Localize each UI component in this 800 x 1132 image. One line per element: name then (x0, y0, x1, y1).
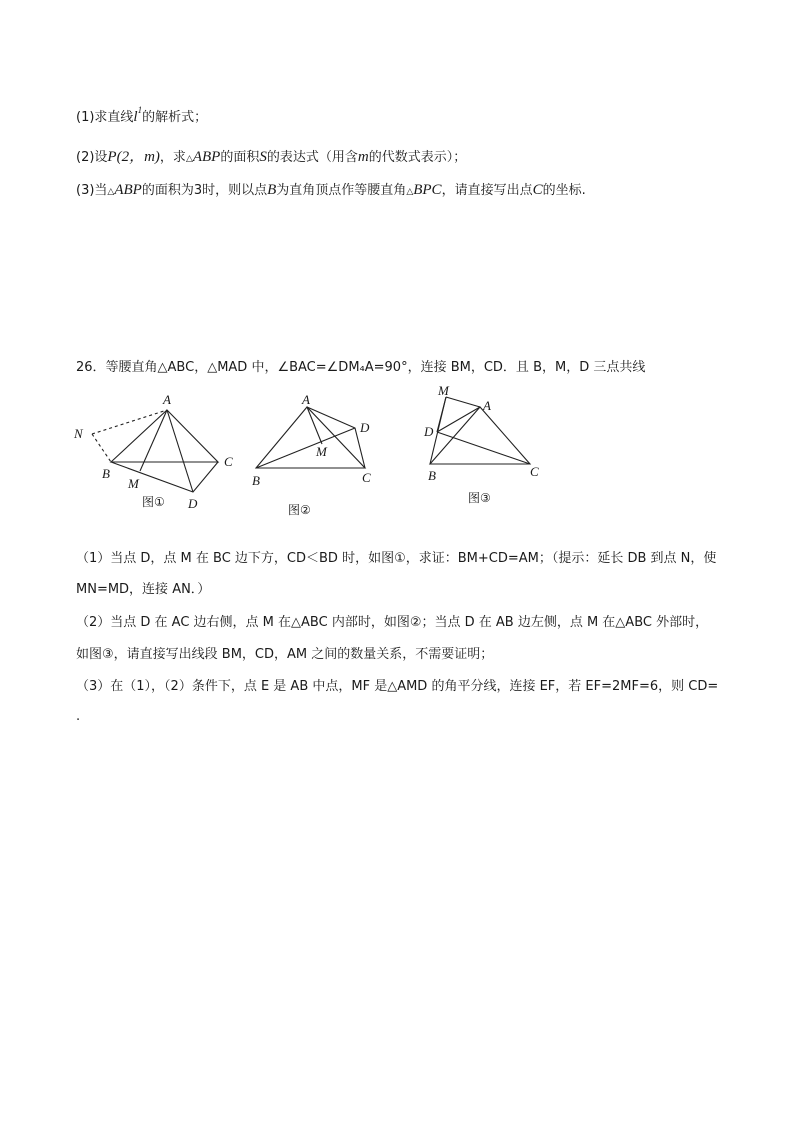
q25-part3-text3: ，请直接写出点 (441, 183, 533, 198)
fig2-label-c: C (362, 470, 371, 485)
triangle-symbol: △ (185, 154, 193, 164)
fig3-label-m: M (438, 383, 449, 398)
fig1-caption: 图① (142, 495, 165, 509)
figure-3-diagram (430, 397, 530, 464)
line-l-subscript: 1 (137, 105, 143, 115)
q26-part3-line1: （3）在（1），（2）条件下，点 E 是 AB 中点，MF 是△AMD 的角平分线，连接 EF，若 EF=2MF=6，则 CD= (76, 679, 719, 694)
q26-part1-line2: MN=MD，连接 AN．） (76, 582, 211, 597)
q26-part2-line2: 如图③，请直接写出线段 BM，CD，AM 之间的数量关系，不需要证明； (76, 647, 494, 662)
figure-2-diagram (256, 407, 365, 468)
q25-part3-text2: 为直角顶点作等腰直角 (276, 183, 407, 198)
fig3-label-c: C (530, 464, 539, 479)
point-c: C (532, 182, 543, 198)
q25-part2-mid: ，求 (159, 150, 186, 165)
q25-part1 (76, 105, 208, 127)
fig1-label-m: M (128, 476, 139, 491)
q25-part3 (76, 181, 586, 201)
fig1-label-a: A (163, 392, 171, 407)
fig1-label-d: D (188, 496, 198, 511)
point-b: B (267, 182, 277, 198)
fig1-label-c: C (224, 454, 233, 469)
triangle-bpc: BPC (413, 182, 442, 198)
q26-stem: 26．等腰直角△ABC，△MAD 中，∠BAC=∠DM₄A=90°，连接 BM，CD．且 B，M，D 三点共线 (76, 360, 646, 375)
point-p: P(2，m) (107, 149, 160, 165)
fig2-label-m: M (316, 444, 327, 459)
figure-1-diagram (92, 410, 218, 492)
q25-part1-suffix: 的解析式； (142, 110, 208, 125)
area-s: S (259, 149, 267, 165)
q25-part2-text2: 的表达式（用含 (266, 150, 358, 165)
triangle-symbol: △ (406, 187, 414, 197)
fig1-label-n: N (74, 426, 83, 441)
fig2-label-b: B (252, 473, 260, 488)
fig3-label-b: B (428, 468, 436, 483)
fig2-label-a: A (302, 392, 310, 407)
q26-part3-line2: . (76, 709, 81, 724)
var-m: m (357, 149, 369, 165)
triangle-symbol: △ (107, 187, 115, 197)
q25-part3-prefix: (3)当 (76, 183, 108, 198)
triangle-abp: ABP (192, 149, 221, 165)
q25-part3-text: 的面积为3时，则以点 (141, 183, 268, 198)
q25-part2-prefix: (2)设 (76, 150, 108, 165)
fig2-caption: 图② (288, 503, 311, 517)
triangle-abp: ABP (114, 182, 142, 198)
fig1-label-b: B (102, 466, 110, 481)
q25-part2 (76, 148, 466, 168)
q25-part2-suffix: 的代数式表示）； (368, 150, 467, 165)
line-l-symbol: l (133, 109, 138, 125)
fig3-label-d: D (424, 424, 434, 439)
q25-part2-text: 的面积 (220, 150, 260, 165)
fig2-label-d: D (360, 420, 370, 435)
q26-figures (0, 382, 800, 522)
fig3-caption: 图③ (468, 491, 491, 505)
fig3-label-a: A (483, 398, 491, 413)
q26-part2-line1: （2）当点 D 在 AC 边右侧，点 M 在△ABC 内部时，如图②；当点 D 在 AB 边左侧，点 M 在△ABC 外部时， (76, 615, 709, 630)
q26-part1-line1: （1）当点 D，点 M 在 BC 边下方，CD＜BD 时，如图①，求证：BM+CD=AM；（提示：延长 DB 到点 N，使 (76, 551, 717, 566)
q25-part3-suffix: 的坐标. (542, 183, 586, 198)
q25-part1-prefix: (1)求直线 (76, 110, 134, 125)
